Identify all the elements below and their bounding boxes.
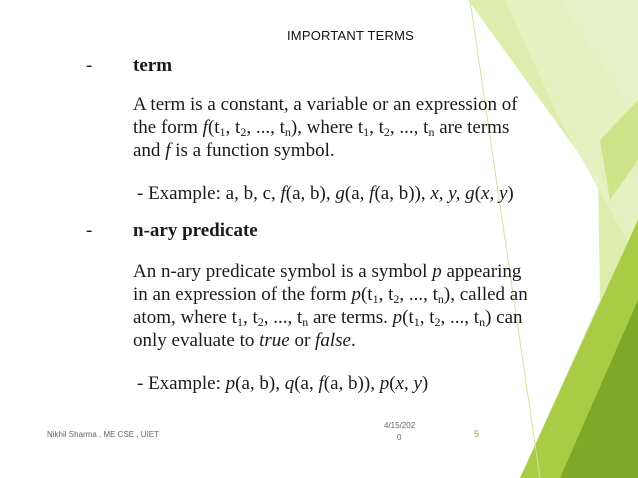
bullet-dash: - (86, 55, 93, 76)
footer-date-line2: 0 (397, 433, 402, 442)
bullet-dash: - (86, 220, 93, 241)
page-number: 5 (474, 429, 480, 439)
term-heading: term (133, 55, 173, 76)
footer-date-line1: 4/15/202 (384, 421, 416, 430)
predicate-example: - Example: p(a, b), q(a, f(a, b)), p(x, y) (137, 373, 429, 394)
term-definition: A term is a constant, a variable or an expression of the form $f(t_1$, $t_2$, ..., $t_n$), where $t_1$, $t_2$, ..., $t_n$ are terms and f is a function symbol. (133, 94, 518, 161)
slide-title: IMPORTANT TERMS (287, 28, 414, 43)
term-example: - Example: a, b, c, f(a, b), g(a, f(a, b)), x, y, g(x, y) (137, 183, 514, 204)
predicate-heading: n-ary predicate (133, 220, 258, 241)
footer-author: Nikhil Sharma , ME CSE , UIET (47, 430, 160, 439)
predicate-definition: An n-ary predicate symbol is a symbol p appearing in an expression of the form $p(t_1$, $t_2$, ..., $t_n$), called an atom, where $t_1$, $t_2$, ..., $t_n$ are terms. $p(t_1$, $t_2$, ..., $t_n$) can only evaluate to true or false. (133, 261, 528, 351)
